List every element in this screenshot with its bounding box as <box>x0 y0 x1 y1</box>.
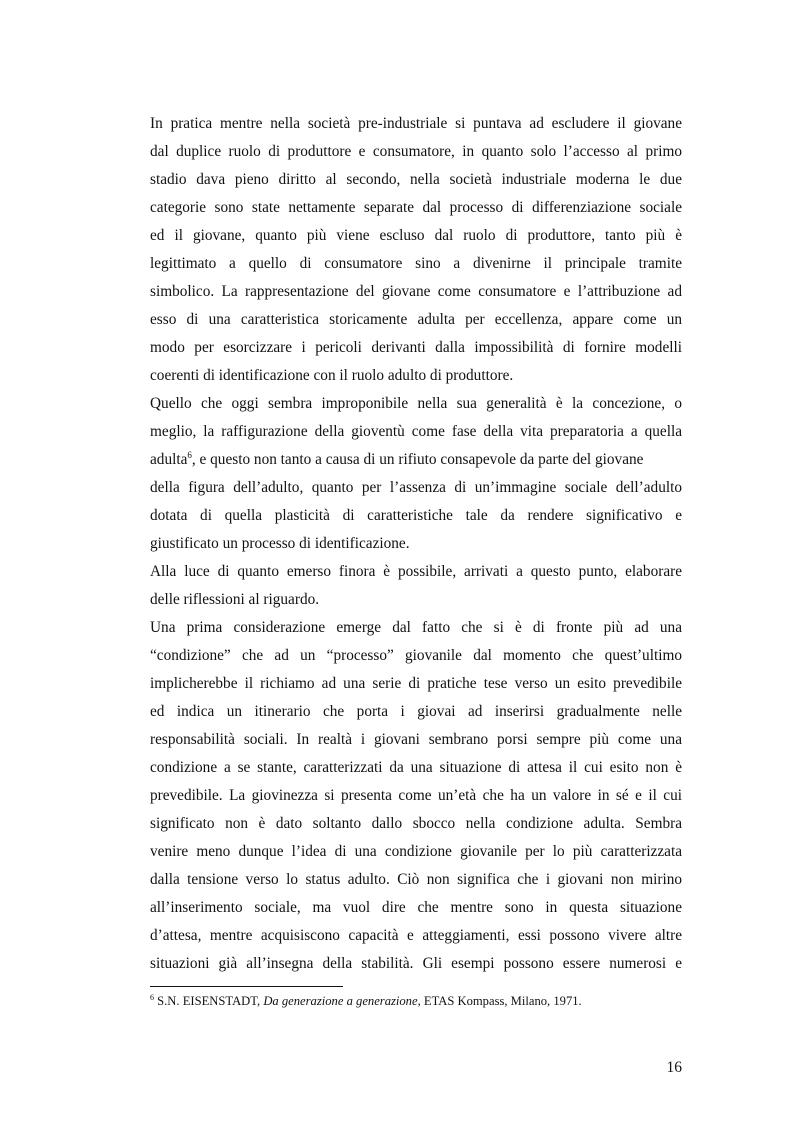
text-line: significato non è dato soltanto dallo sbocco nella condizione adulta. Sembra <box>150 815 682 832</box>
footnote <box>150 992 682 1010</box>
footnote-publisher: , ETAS Kompass, Milano, 1971. <box>417 994 582 1008</box>
text-line: In pratica mentre nella società pre-industriale si puntava ad escludere il giovane <box>150 115 682 132</box>
text-line: modo per esorcizzare i pericoli derivanti dalla impossibilità di fornire modelli <box>150 339 682 356</box>
page-number: 16 <box>666 1059 682 1076</box>
text-line: dotata di quella plasticità di caratteristiche tale da rendere significativo e <box>150 507 682 524</box>
footnote-author: S.N. EISENSTADT, <box>157 994 261 1008</box>
text-line: Quello che oggi sembra improponibile nella sua generalità è la concezione, o <box>150 395 682 412</box>
text-line: giustificato un processo di identificazione. <box>150 535 410 552</box>
text-line: legittimato a quello di consumatore sino a divenirne il principale tramite <box>150 255 682 272</box>
text-fragment: , e questo non tanto a causa di un rifiuto consapevole da parte del giovane <box>191 451 644 468</box>
text-line: simbolico. La rappresentazione del giovane come consumatore e l’attribuzione ad <box>150 283 682 300</box>
text-fragment: adulta <box>150 451 188 468</box>
text-line: Una prima considerazione emerge dal fatto che si è di fronte più ad una <box>150 619 682 636</box>
text-line: categorie sono state nettamente separate dal processo di differenziazione sociale <box>150 199 682 216</box>
text-line: venire meno dunque l’idea di una condizione giovanile per lo più caratterizzata <box>150 843 682 860</box>
text-line: ed il giovane, quanto più viene escluso dal ruolo di produttore, tanto più è <box>150 227 682 244</box>
text-line: coerenti di identificazione con il ruolo adulto di produttore. <box>150 367 514 384</box>
text-line: situazioni già all’insegna della stabilità. Gli esempi possono essere numerosi e <box>150 955 682 972</box>
text-line: stadio dava pieno diritto al secondo, nella società industriale moderna le due <box>150 171 682 188</box>
footnote-title: Da generazione a generazione <box>263 994 418 1008</box>
text-line: condizione a se stante, caratterizzati da una situazione di attesa il cui esito non è <box>150 759 682 776</box>
text-line: dal duplice ruolo di produttore e consumatore, in quanto solo l’accesso al primo <box>150 143 682 160</box>
text-line: delle riflessioni al riguardo. <box>150 591 320 608</box>
text-line: dalla tensione verso lo status adulto. Ciò non significa che i giovani non mirino <box>150 871 682 888</box>
text-line: implicherebbe il richiamo ad una serie di pratiche tese verso un esito prevedibile <box>150 675 682 692</box>
text-line: meglio, la raffigurazione della gioventù come fase della vita preparatoria a quella <box>150 423 682 440</box>
text-line: della figura dell’adulto, quanto per l’assenza di un’immagine sociale dell’adulto <box>150 479 682 496</box>
text-line: prevedibile. La giovinezza si presenta come un’età che ha un valore in sé e il cui <box>150 787 682 804</box>
text-line-with-footnote <box>150 447 682 473</box>
text-line: esso di una caratteristica storicamente adulta per eccellenza, appare come un <box>150 311 682 328</box>
text-line: all’inserimento sociale, ma vuol dire che mentre sono in questa situazione <box>150 899 682 916</box>
footnote-reference[interactable]: 6 <box>187 450 192 460</box>
text-line: Alla luce di quanto emerso finora è possibile, arrivati a questo punto, elaborare <box>150 563 682 580</box>
text-line: ed indica un itinerario che porta i giovai ad inserirsi gradualmente nelle <box>150 703 682 720</box>
text-line: d’attesa, mentre acquisiscono capacità e atteggiamenti, essi possono vivere altre <box>150 927 682 944</box>
text-line: “condizione” che ad un “processo” giovanile dal momento che quest’ultimo <box>150 647 682 664</box>
text-line: responsabilità sociali. In realtà i giovani sembrano porsi sempre più come una <box>150 731 682 748</box>
footnote-number: 6 <box>150 993 154 1002</box>
footnote-divider <box>150 986 343 987</box>
